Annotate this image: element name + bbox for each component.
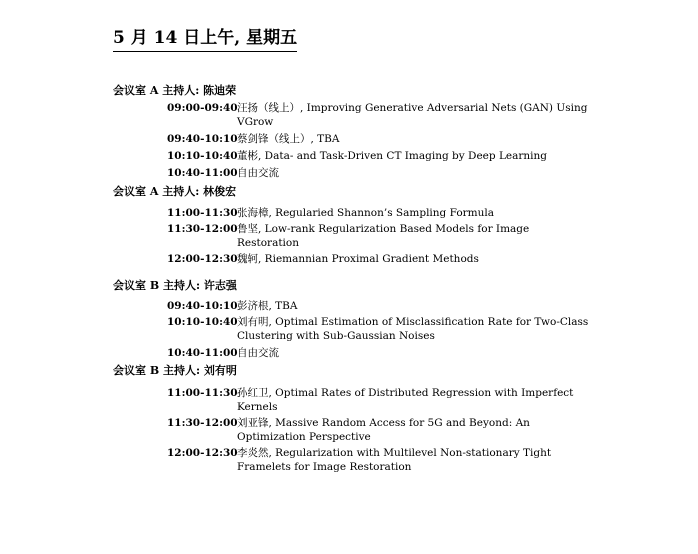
entry-title: , Regularied Shannon’s Sampling Formula bbox=[268, 207, 494, 219]
entry-time: 10:10-10:40 bbox=[167, 150, 238, 162]
entry-content bbox=[237, 315, 593, 343]
entry-content bbox=[237, 386, 593, 414]
schedule-entry bbox=[167, 222, 593, 250]
schedule-entry bbox=[167, 299, 593, 313]
entry-time: 11:30-12:00 bbox=[167, 417, 238, 429]
schedule-entry bbox=[167, 166, 593, 180]
session-header: 会议室 A 主持人: 陈迪荣 bbox=[113, 84, 237, 97]
schedule-entry bbox=[167, 386, 593, 414]
entry-content bbox=[237, 166, 593, 180]
schedule-entry bbox=[167, 132, 593, 146]
entry-speaker: 李炎然 bbox=[237, 447, 269, 459]
entry-speaker: 董彬 bbox=[237, 150, 258, 162]
schedule-entry bbox=[167, 346, 593, 360]
session-block bbox=[113, 364, 593, 474]
session-block bbox=[113, 185, 593, 266]
entry-speaker: 刘有明 bbox=[237, 316, 269, 328]
entry-title: , Improving Generative Adversarial Nets (GAN) Using VGrow bbox=[237, 102, 588, 128]
entry-content bbox=[237, 222, 593, 250]
entry-speaker: 刘亚锋 bbox=[237, 417, 269, 429]
entry-title: , Low-rank Regularization Based Models for Image Restoration bbox=[237, 223, 530, 249]
entry-time: 10:10-10:40 bbox=[167, 316, 238, 328]
entry-content bbox=[237, 206, 593, 220]
schedule-entry bbox=[167, 252, 593, 266]
entry-time: 12:00-12:30 bbox=[167, 253, 238, 265]
session-block bbox=[113, 279, 593, 360]
entry-speaker: 彭济根 bbox=[237, 300, 269, 312]
schedule-entry bbox=[167, 206, 593, 220]
entry-content bbox=[237, 149, 593, 163]
entry-time: 11:00-11:30 bbox=[167, 387, 238, 399]
schedule-entry bbox=[167, 315, 593, 343]
entry-speaker: 鲁坚 bbox=[237, 223, 258, 235]
entry-content bbox=[237, 132, 593, 146]
entry-title: , Optimal Estimation of Misclassification Rate for Two-Class Clustering with Sub-Gaussian Noises bbox=[237, 316, 589, 342]
entry-title: , TBA bbox=[268, 300, 298, 312]
entry-title: , Riemannian Proximal Gradient Methods bbox=[258, 253, 479, 265]
entry-time: 09:40-10:10 bbox=[167, 300, 238, 312]
session-header: 会议室 B 主持人: 刘有明 bbox=[113, 364, 237, 377]
entry-title: , Optimal Rates of Distributed Regression with Imperfect Kernels bbox=[237, 387, 574, 413]
schedule-entry bbox=[167, 101, 593, 129]
session-block bbox=[113, 84, 593, 180]
entry-speaker: 自由交流 bbox=[237, 347, 279, 359]
page-title: 5 月 14 日上午, 星期五 bbox=[113, 27, 297, 52]
schedule-entry bbox=[167, 446, 593, 474]
schedule-entry bbox=[167, 149, 593, 163]
entry-speaker: 孙红卫 bbox=[237, 387, 269, 399]
entry-content bbox=[237, 101, 593, 129]
entry-title: , Massive Random Access for 5G and Beyond: An Optimization Perspective bbox=[237, 417, 530, 443]
entry-speaker: 汪扬（线上） bbox=[237, 102, 300, 114]
entry-content bbox=[237, 416, 593, 444]
entry-content bbox=[237, 346, 593, 360]
entry-speaker: 蔡剑锋（线上） bbox=[237, 133, 311, 145]
entry-title: , TBA bbox=[310, 133, 340, 145]
entry-content bbox=[237, 299, 593, 313]
entry-title: , Data- and Task-Driven CT Imaging by Deep Learning bbox=[258, 150, 548, 162]
entry-time: 11:30-12:00 bbox=[167, 223, 238, 235]
entry-time: 09:00-09:40 bbox=[167, 102, 238, 114]
session-header: 会议室 A 主持人: 林俊宏 bbox=[113, 185, 237, 198]
entry-time: 09:40-10:10 bbox=[167, 133, 238, 145]
schedule-entry bbox=[167, 416, 593, 444]
session-header: 会议室 B 主持人: 许志强 bbox=[113, 279, 237, 292]
entry-time: 10:40-11:00 bbox=[167, 167, 238, 179]
entry-speaker: 魏轲 bbox=[237, 253, 258, 265]
entry-content bbox=[237, 252, 593, 266]
entry-time: 10:40-11:00 bbox=[167, 347, 238, 359]
entry-speaker: 张海樟 bbox=[237, 207, 269, 219]
entry-time: 12:00-12:30 bbox=[167, 447, 238, 459]
entry-time: 11:00-11:30 bbox=[167, 207, 238, 219]
entry-content bbox=[237, 446, 593, 474]
entry-speaker: 自由交流 bbox=[237, 167, 279, 179]
entry-title: , Regularization with Multilevel Non-stationary Tight Framelets for Image Restoration bbox=[237, 447, 552, 473]
